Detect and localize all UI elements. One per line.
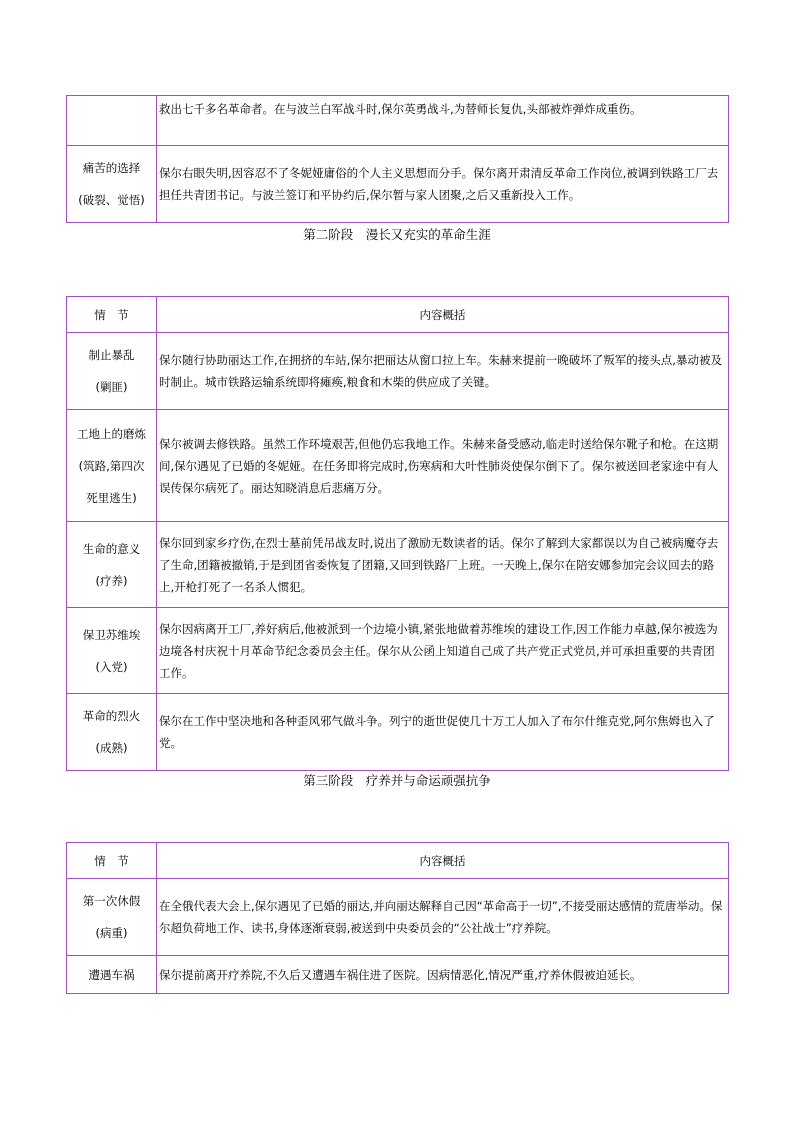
content-cell xyxy=(157,146,729,223)
table-row xyxy=(67,694,729,771)
episode-keyword: (成熟) xyxy=(95,741,128,755)
table-row xyxy=(67,333,729,410)
table-row xyxy=(67,410,729,522)
content-cell xyxy=(157,608,729,694)
episode-cell xyxy=(67,522,157,608)
episode-keyword: (剿匪) xyxy=(95,380,128,394)
episode-keyword: (筑路,第四次 xyxy=(78,458,145,473)
content-text: 保尔回到家乡疗伤,在烈士墓前凭吊战友时,说出了激励无数读者的话。保尔了解到大家都误以为自己被病魔夺去了生命,团籍被撤销,于是到团省委恢复了团籍,又回到铁路厂上班。一天晚上,保尔在陪安娜参加完会议回去的路上,开枪打死了一名杀人惯犯。 xyxy=(159,535,719,594)
table-stage2 xyxy=(66,296,729,771)
table-stage3 xyxy=(66,842,729,994)
stage3-title: 第三阶段 疗养并与命运顽强抗争 xyxy=(303,773,491,788)
episode-cell xyxy=(67,410,157,522)
content-text: 在全俄代表大会上,保尔遇见了已婚的丽达,并向丽达解释自己因“革命高于一切”,不接受丽达感情的荒唐举动。保尔超负荷地工作、读书,身体逐渐衰弱,被送到中央委员会的“公社战士”疗养院。 xyxy=(159,899,723,935)
table-row xyxy=(67,879,729,956)
table-row xyxy=(67,608,729,694)
content-text: 保尔右眼失明,因容忍不了冬妮娅庸俗的个人主义思想而分手。保尔离开肃清反革命工作岗位,被调到铁路工厂去担任共青团书记。与波兰签订和平协约后,保尔暂与家人团聚,之后又重新投入工作。 xyxy=(159,166,719,202)
content-text: 救出七千多名革命者。在与波兰白军战斗时,保尔英勇战斗,为替师长复仇,头部被炸弹炸成重伤。 xyxy=(159,102,642,116)
content-cell xyxy=(157,694,729,771)
content-cell xyxy=(157,522,729,608)
table-row xyxy=(67,522,729,608)
episode-title: 工地上的磨炼 xyxy=(77,426,146,441)
header-content: 内容概括 xyxy=(157,843,729,879)
stage2-title: 第二阶段 漫长又充实的革命生涯 xyxy=(303,227,491,242)
header-episode: 情 节 xyxy=(67,843,157,879)
content-cell xyxy=(157,879,729,956)
table-row xyxy=(67,956,729,994)
episode-title: 革命的烈火 xyxy=(82,709,141,723)
header-content: 内容概括 xyxy=(157,297,729,333)
table-stage1-continued xyxy=(66,95,729,223)
content-cell xyxy=(157,96,729,146)
episode-title: 生命的意义 xyxy=(82,541,141,556)
content-text: 保尔提前离开疗养院,不久后又遭遇车祸住进了医院。因病情恶化,情况严重,疗养休假被迫延长。 xyxy=(159,967,642,982)
content-text: 保尔在工作中坚决地和各种歪风邪气做斗争。列宁的逝世促使几十万工人加入了布尔什维克党,阿尔焦姆也入了党。 xyxy=(159,714,715,750)
episode-title: 痛苦的选择 xyxy=(82,161,141,175)
episode-title: 第一次休假 xyxy=(82,894,141,908)
table-row xyxy=(67,146,729,223)
episode-keyword-2: 死里逃生) xyxy=(86,490,137,505)
episode-keyword: (病重) xyxy=(95,926,128,940)
episode-title: 遭遇车祸 xyxy=(88,967,135,982)
episode-cell xyxy=(67,333,157,410)
table-row xyxy=(67,96,729,146)
episode-keyword: (破裂、觉悟) xyxy=(78,193,145,207)
episode-title: 制止暴乱 xyxy=(88,348,135,362)
episode-keyword: (疗养) xyxy=(95,573,128,588)
episode-keyword: (入党) xyxy=(95,659,128,674)
episode-cell xyxy=(67,96,157,146)
content-text: 保尔被调去修铁路。虽然工作环境艰苦,但他仍忘我地工作。朱赫来备受感动,临走时送给保尔靴子和枪。在这期间,保尔遇见了已婚的冬妮娅。在任务即将完成时,伤寒病和大叶性肺炎使保尔倒下了。保尔被送回老家途中有人误传保尔病死了。丽达知晓消息后悲痛万分。 xyxy=(159,436,719,495)
episode-cell xyxy=(67,146,157,223)
table-header-row xyxy=(67,297,729,333)
content-cell xyxy=(157,956,729,994)
header-episode: 情 节 xyxy=(67,297,157,333)
episode-cell xyxy=(67,879,157,956)
content-cell xyxy=(157,333,729,410)
table-header-row xyxy=(67,843,729,879)
content-text: 保尔因病离开工厂,养好病后,他被派到一个边境小镇,紧张地做着苏维埃的建设工作,因工作能力卓越,保尔被选为边境各村庆祝十月革命节纪念委员会主任。保尔从公函上知道自己成了共产党正式党员,并可承担重要的共青团工作。 xyxy=(159,621,718,680)
episode-cell xyxy=(67,694,157,771)
episode-title: 保卫苏维埃 xyxy=(82,627,141,642)
episode-cell xyxy=(67,956,157,994)
episode-cell xyxy=(67,608,157,694)
content-cell xyxy=(157,410,729,522)
content-text: 保尔随行协助丽达工作,在拥挤的车站,保尔把丽达从窗口拉上车。朱赫来提前一晚破坏了叛军的接头点,暴动被及时制止。城市铁路运输系统即将瘫痪,粮食和木柴的供应成了关键。 xyxy=(159,353,722,389)
